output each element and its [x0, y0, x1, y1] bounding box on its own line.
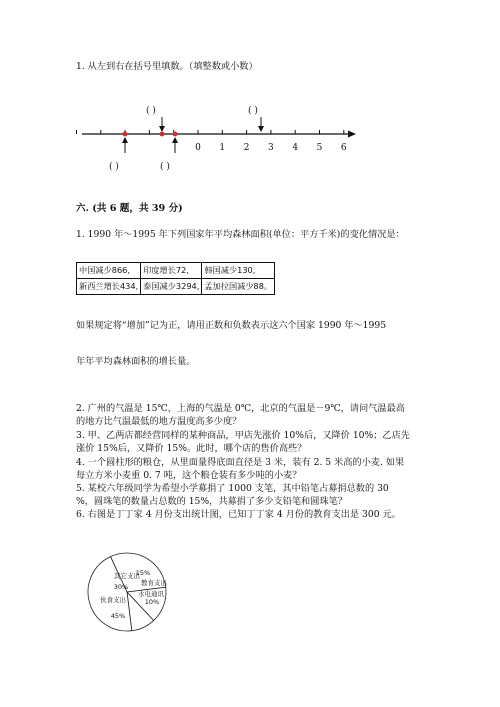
pie-slice-value: 30%	[113, 583, 129, 591]
question-6-6-text: 6. 右图是丁丁家 4 月份支出统计图，已知丁丁家 4 月份的教育支出是 300 元。	[76, 509, 401, 520]
pie-slice-label: 教育支出	[141, 579, 167, 587]
section-title: 六. (共 6 题，共 39 分)	[76, 203, 183, 214]
number-line-tick-label: 6	[340, 143, 347, 153]
question-1-text: 1. 从左到右在括号里填数。（填整数或小数）	[76, 61, 258, 72]
red-dot	[173, 132, 178, 137]
number-line-tick-label: 3	[268, 143, 274, 153]
question-6-2-line: 2. 广州的气温是 15℃，上海的气温是 0℃，北京的气温是－9℃，请问气温最高	[76, 403, 405, 414]
question-6-5-line: 5. 某校六年级同学为希望小学募捐了 1000 支笔，其中铅笔占募捐总数的 30	[76, 483, 389, 494]
table-row	[77, 279, 275, 295]
table-cell: 中国减少866,	[77, 263, 141, 279]
table-row	[77, 263, 275, 279]
pie-slice-value: 10%	[144, 598, 160, 606]
number-line-tick-label: 5	[316, 143, 323, 153]
number-line-tick-label: 2	[243, 143, 250, 153]
answer-bracket-top: ( )	[146, 106, 156, 116]
expense-pie-chart	[88, 553, 167, 631]
table-cell: 韩国减少130,	[202, 263, 275, 279]
question-6-4-line: 每立方米小麦重 0. 7 吨，这个粮仓装有多少吨的小麦？	[76, 470, 302, 481]
table-cell: 泰国减少3294,	[141, 279, 202, 295]
question-6-5-line: %，圆珠笔的数量占总数的 15%，共募捐了多少支铅笔和圆珠笔？	[76, 496, 347, 507]
down-arrow-icon	[159, 117, 165, 132]
question-6-4-line: 4. 一个圆柱形的粮仓，从里面量得底面直径是 3 米，装有 2. 5 米高的小麦. 如果	[76, 457, 405, 468]
number-line-arrowhead	[348, 131, 356, 138]
red-dot	[160, 132, 165, 137]
number-line-tick-labels	[195, 143, 347, 153]
table-cell: 孟加拉国减少88。	[202, 279, 275, 295]
pie-slice-label: 水电通讯	[138, 590, 164, 598]
pie-slice-value: 45%	[110, 612, 126, 620]
up-arrow-icon	[122, 137, 128, 153]
red-dot	[123, 132, 128, 137]
pie-slice-label: 伙食支出	[100, 596, 126, 604]
question-6-1-paragraph: 如果规定将“增加”记为正，请用正数和负数表示这六个国家 1990 年～1995	[76, 320, 387, 331]
table-cell: 印度增长72,	[141, 263, 202, 279]
pie-slice-value: 15%	[135, 569, 151, 577]
answer-bracket-bottom: ( )	[160, 162, 170, 172]
question-6-1-text: 1. 1990 年～1995 年下列国家年平均森林面积(单位：平方千米)的变化情况是：	[76, 229, 405, 240]
question-6-2-line: 的地方比气温最低的地方温度高多少度？	[76, 416, 242, 427]
pie-slice-label: 其它支出	[114, 572, 140, 580]
question-6-3-line: 涨价 15%后，又降价 15%。此时，哪个店的售价高些？	[76, 443, 307, 454]
up-arrow-icon	[172, 137, 178, 153]
question-6-3-line: 3. 甲、乙两店都经营同样的某种商品，甲店先涨价 10%后，又降价 10%；乙店先	[76, 430, 410, 441]
answer-bracket-bottom: ( )	[109, 162, 119, 172]
number-line-tick-label: 4	[292, 143, 299, 153]
number-line-tick-label: 0	[195, 143, 201, 153]
answer-bracket-top: ( )	[248, 106, 258, 116]
question-6-1-paragraph: 年年平均森林面积的增长量。	[76, 356, 196, 367]
number-line-tick-label: 1	[219, 143, 226, 153]
number-line	[77, 105, 357, 172]
forest-change-table	[76, 262, 275, 295]
table-cell: 新西兰增长434,	[77, 279, 141, 295]
down-arrow-icon	[258, 117, 264, 132]
